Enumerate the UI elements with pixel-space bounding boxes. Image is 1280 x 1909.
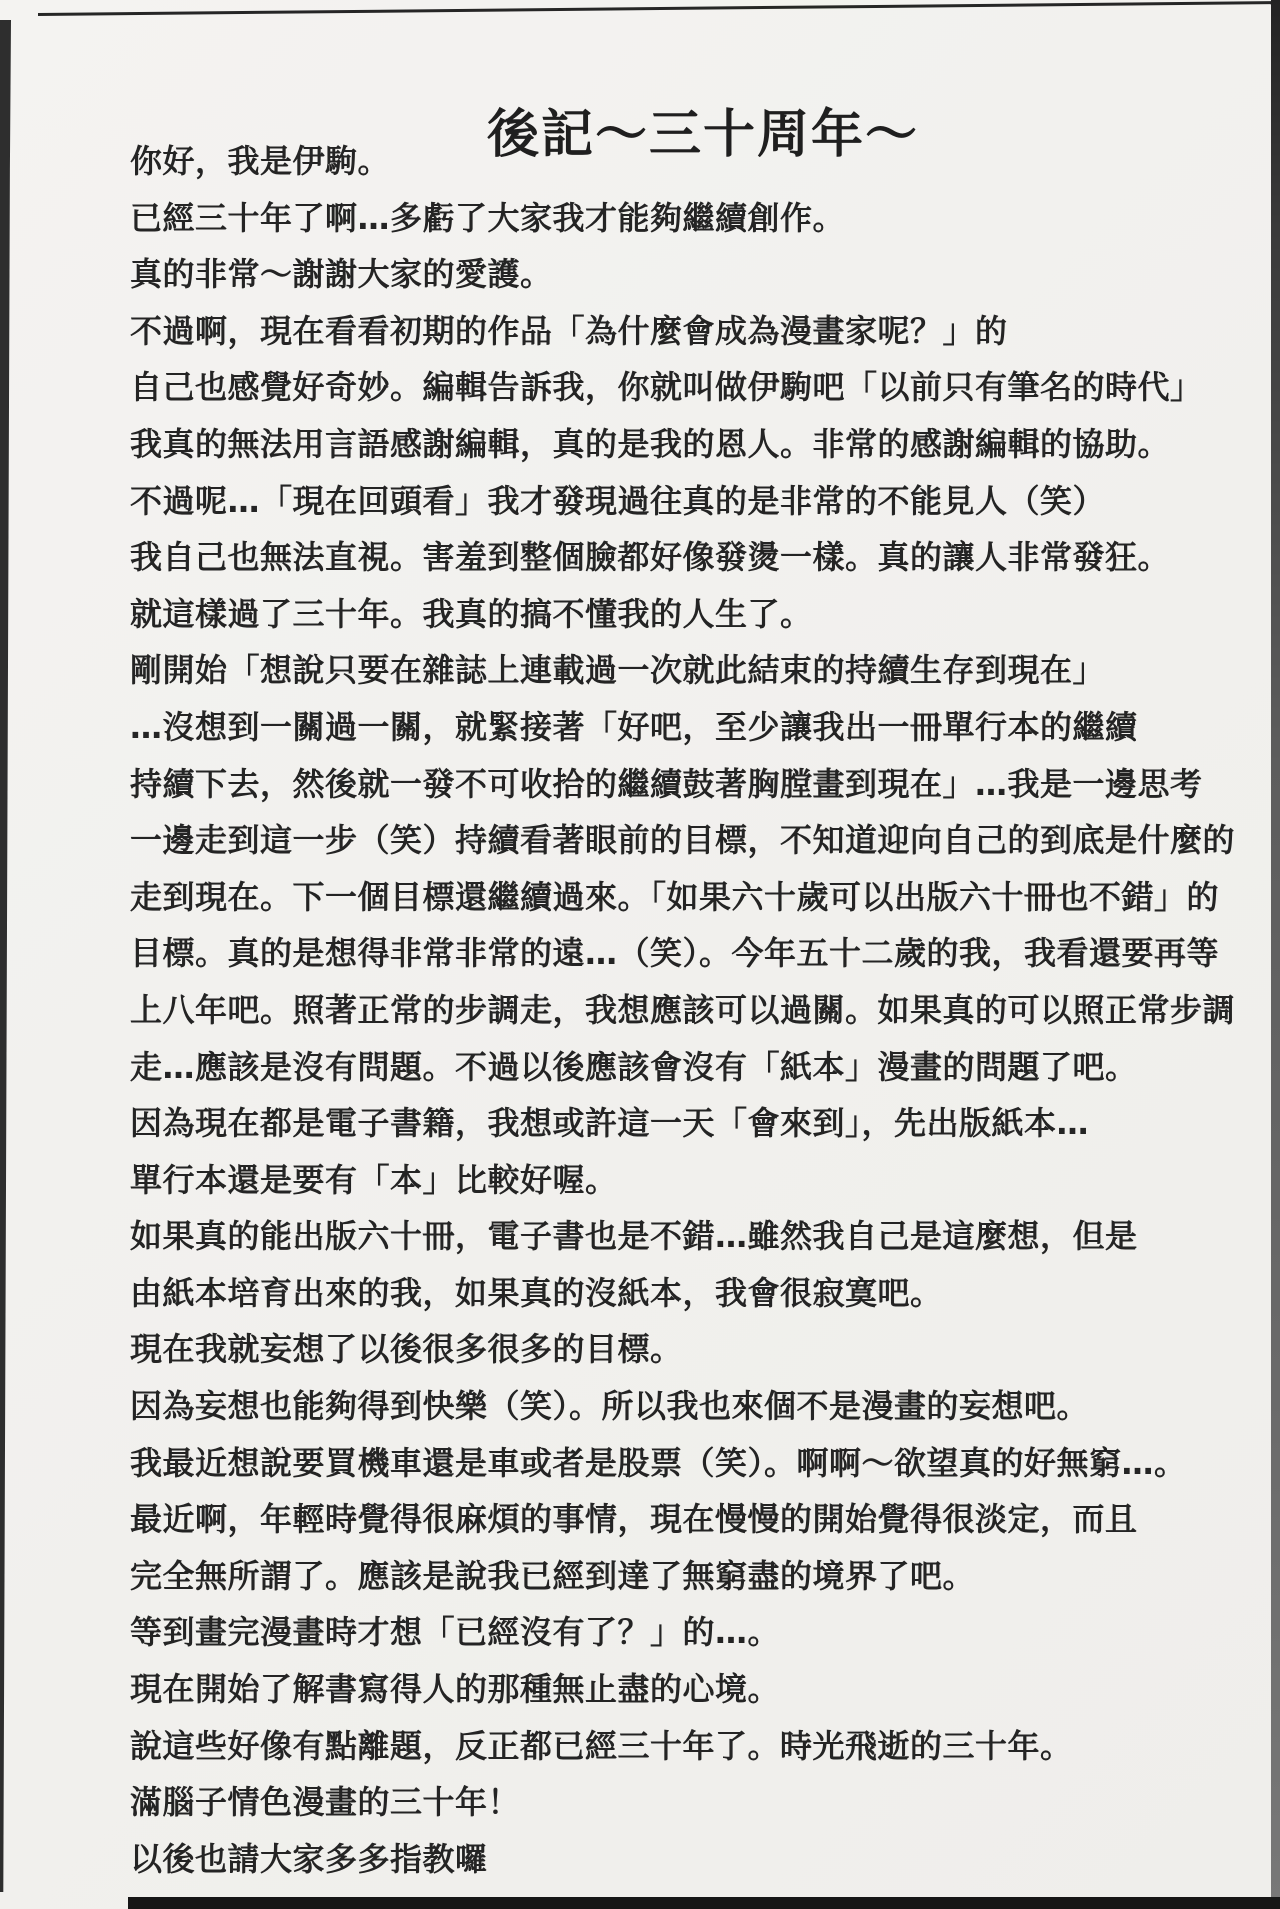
text-line: 等到畫完漫畫時才想「已經沒有了？」的…。 (130, 1613, 781, 1652)
text-line: 我真的無法用言語感謝編輯，真的是我的恩人。非常的感謝編輯的協助。 (130, 424, 1171, 463)
text-line: 我最近想說要買機車還是車或者是股票（笑）。啊啊～欲望真的好無窮…。 (130, 1443, 1187, 1482)
text-line: 最近啊，年輕時覺得很麻煩的事情，現在慢慢的開始覺得很淡定，而且 (130, 1500, 1138, 1539)
text-line: 剛開始「想說只要在雜誌上連載過一次就此結束的持續生存到現在」 (130, 651, 1106, 690)
text-line: 單行本還是要有「本」比較好喔。 (130, 1160, 618, 1199)
text-line: 一邊走到這一步（笑）持續看著眼前的目標，不知道迎向自己的到底是什麼的 (130, 821, 1236, 860)
scan-edge-right (1271, 0, 1280, 1909)
text-line: 真的非常～謝謝大家的愛護。 (130, 255, 553, 294)
page-title: 後記～三十周年～ (487, 104, 920, 165)
text-line: 由紙本培育出來的我，如果真的沒紙本，我會很寂寞吧。 (130, 1273, 943, 1312)
text-line: 你好，我是伊駒。 (130, 142, 391, 180)
text-line: …沒想到一關過一關，就緊接著「好吧，至少讓我出一冊單行本的繼續 (130, 707, 1138, 746)
afterword-body (130, 133, 1260, 1887)
scan-edge-bottom (128, 1897, 1280, 1909)
text-line: 滿腦子情色漫畫的三十年！ (130, 1783, 521, 1822)
text-line: 走…應該是沒有問題。不過以後應該會沒有「紙本」漫畫的問題了吧。 (130, 1047, 1138, 1086)
text-line: 因為妄想也能夠得到快樂（笑）。所以我也來個不是漫畫的妄想吧。 (130, 1387, 1090, 1426)
text-line: 目標。真的是想得非常非常的遠…（笑）。今年五十二歲的我，我看還要再等 (130, 934, 1220, 973)
scan-edge-left (0, 20, 11, 1892)
text-line: 上八年吧。照著正常的步調走，我想應該可以過關。如果真的可以照正常步調 (130, 990, 1236, 1029)
text-line: 我自己也無法直視。害羞到整個臉都好像發燙一樣。真的讓人非常發狂。 (130, 538, 1171, 577)
text-line: 自己也感覺好奇妙。編輯告訴我，你就叫做伊駒吧「以前只有筆名的時代」 (130, 368, 1203, 407)
text-line: 持續下去，然後就一發不可收拾的繼續鼓著胸膛畫到現在」…我是一邊思考 (130, 764, 1203, 803)
text-line: 就這樣過了三十年。我真的搞不懂我的人生了。 (130, 594, 813, 633)
text-line: 不過呢…「現在回頭看」我才發現過往真的是非常的不能見人（笑） (130, 481, 1106, 520)
text-line: 不過啊，現在看看初期的作品「為什麼會成為漫畫家呢？」的 (130, 311, 1008, 350)
text-line: 因為現在都是電子書籍，我想或許這一天「會來到」，先出版紙本… (130, 1104, 1090, 1143)
text-line: 已經三十年了啊…多虧了大家我才能夠繼續創作。 (130, 198, 846, 237)
scan-edge-top (38, 1, 1280, 16)
text-line: 說這些好像有點離題，反正都已經三十年了。時光飛逝的三十年。 (130, 1726, 1073, 1765)
text-line: 完全無所謂了。應該是說我已經到達了無窮盡的境界了吧。 (130, 1556, 976, 1595)
text-line: 現在開始了解書寫得人的那種無止盡的心境。 (130, 1670, 781, 1709)
text-line: 以後也請大家多多指教囉 (130, 1839, 488, 1878)
text-line: 現在我就妄想了以後很多很多的目標。 (130, 1330, 683, 1369)
text-line: 如果真的能出版六十冊，電子書也是不錯…雖然我自己是這麼想，但是 (130, 1217, 1138, 1256)
text-line: 走到現在。下一個目標還繼續過來。「如果六十歲可以出版六十冊也不錯」的 (130, 877, 1220, 916)
